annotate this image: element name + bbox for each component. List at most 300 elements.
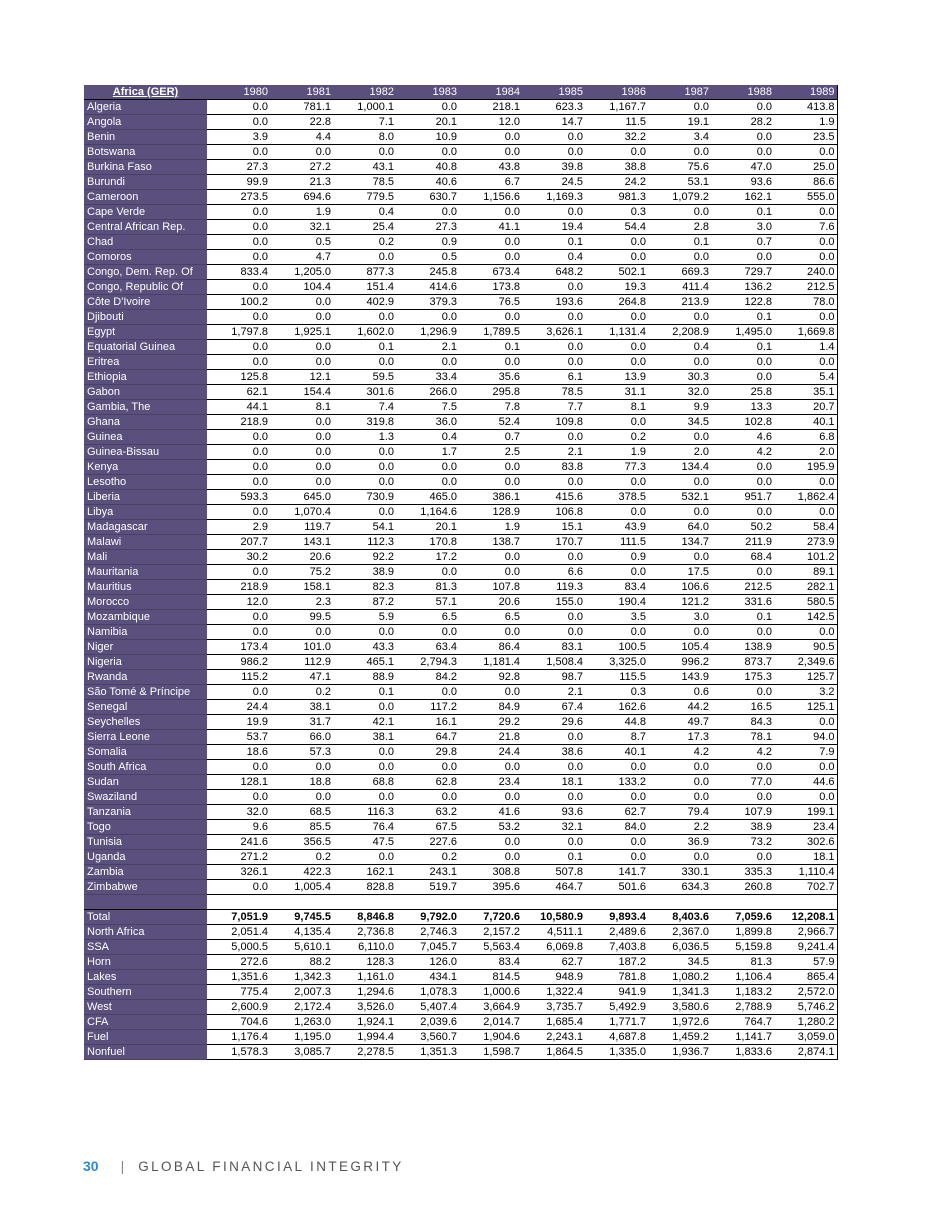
value-cell: 0.2 (270, 685, 333, 700)
value-cell: 986.2 (207, 655, 270, 670)
value-cell: 0.1 (711, 205, 774, 220)
value-cell: 0.5 (396, 250, 459, 265)
value-cell: 0.0 (207, 475, 270, 490)
value-cell: 0.0 (207, 625, 270, 640)
value-cell: 5.9 (333, 610, 396, 625)
country-row (84, 550, 837, 565)
value-cell: 106.6 (648, 580, 711, 595)
value-cell: 34.5 (648, 955, 711, 970)
value-cell: 40.1 (585, 745, 648, 760)
value-cell: 0.0 (270, 430, 333, 445)
value-cell: 18.1 (522, 775, 585, 790)
value-cell: 273.5 (207, 190, 270, 205)
value-cell: 0.0 (270, 415, 333, 430)
empty-cell (396, 895, 459, 910)
country-name: Congo, Dem. Rep. Of (84, 265, 207, 280)
value-cell: 331.6 (711, 595, 774, 610)
country-name: Nigeria (84, 655, 207, 670)
empty-cell (711, 895, 774, 910)
value-cell: 1,106.4 (711, 970, 774, 985)
country-row (84, 805, 837, 820)
value-cell: 25.4 (333, 220, 396, 235)
value-cell: 395.6 (459, 880, 522, 895)
value-cell: 764.7 (711, 1015, 774, 1030)
value-cell: 0.0 (585, 235, 648, 250)
value-cell: 0.0 (333, 355, 396, 370)
value-cell: 8,846.8 (333, 910, 396, 925)
value-cell: 136.2 (711, 280, 774, 295)
value-cell: 3,526.0 (333, 1000, 396, 1015)
value-cell: 673.4 (459, 265, 522, 280)
value-cell: 1,771.7 (585, 1015, 648, 1030)
value-cell: 162.6 (585, 700, 648, 715)
country-name: Lesotho (84, 475, 207, 490)
value-cell: 173.8 (459, 280, 522, 295)
value-cell: 0.0 (459, 685, 522, 700)
value-cell: 414.6 (396, 280, 459, 295)
value-cell: 1,495.0 (711, 325, 774, 340)
value-cell: 5,159.8 (711, 940, 774, 955)
value-cell: 13.9 (585, 370, 648, 385)
value-cell: 195.9 (774, 460, 837, 475)
value-cell: 76.5 (459, 295, 522, 310)
value-cell: 18.8 (270, 775, 333, 790)
country-row (84, 595, 837, 610)
value-cell: 218.1 (459, 100, 522, 115)
value-cell: 3,325.0 (585, 655, 648, 670)
value-cell: 9,745.5 (270, 910, 333, 925)
value-cell: 0.4 (396, 430, 459, 445)
value-cell: 34.5 (648, 415, 711, 430)
value-cell: 62.8 (396, 775, 459, 790)
country-row (84, 745, 837, 760)
country-name: Mali (84, 550, 207, 565)
value-cell: 141.7 (585, 865, 648, 880)
country-row (84, 475, 837, 490)
value-cell: 77.0 (711, 775, 774, 790)
value-cell: 30.2 (207, 550, 270, 565)
value-cell: 128.3 (333, 955, 396, 970)
value-cell: 68.5 (270, 805, 333, 820)
country-name: Madagascar (84, 520, 207, 535)
value-cell: 0.0 (774, 505, 837, 520)
value-cell: 0.0 (648, 430, 711, 445)
value-cell: 0.0 (270, 460, 333, 475)
value-cell: 0.0 (522, 130, 585, 145)
value-cell: 0.0 (774, 205, 837, 220)
value-cell: 119.3 (522, 580, 585, 595)
value-cell: 38.1 (333, 730, 396, 745)
value-cell: 1,263.0 (270, 1015, 333, 1030)
value-cell: 9,241.4 (774, 940, 837, 955)
value-cell: 422.3 (270, 865, 333, 880)
value-cell: 6.8 (774, 430, 837, 445)
value-cell: 79.4 (648, 805, 711, 820)
country-name: Burundi (84, 175, 207, 190)
value-cell: 1,994.4 (333, 1030, 396, 1045)
value-cell: 0.7 (711, 235, 774, 250)
value-cell: 17.5 (648, 565, 711, 580)
value-cell: 2.1 (396, 340, 459, 355)
country-row (84, 265, 837, 280)
value-cell: 0.0 (774, 475, 837, 490)
value-cell: 465.1 (333, 655, 396, 670)
value-cell: 38.6 (522, 745, 585, 760)
value-cell: 0.1 (333, 685, 396, 700)
value-cell: 125.8 (207, 370, 270, 385)
value-cell: 44.6 (774, 775, 837, 790)
value-cell: 1,167.7 (585, 100, 648, 115)
country-name: Mauritania (84, 565, 207, 580)
value-cell: 2,572.0 (774, 985, 837, 1000)
value-cell: 2,367.0 (648, 925, 711, 940)
value-cell: 59.5 (333, 370, 396, 385)
value-cell: 0.1 (333, 340, 396, 355)
value-cell: 1,351.6 (207, 970, 270, 985)
value-cell: 941.9 (585, 985, 648, 1000)
value-cell: 18.6 (207, 745, 270, 760)
value-cell: 1,183.2 (711, 985, 774, 1000)
value-cell: 0.0 (522, 310, 585, 325)
value-cell: 0.0 (648, 145, 711, 160)
value-cell: 3,580.6 (648, 1000, 711, 1015)
value-cell: 101.0 (270, 640, 333, 655)
value-cell: 1,936.7 (648, 1045, 711, 1060)
value-cell: 78.5 (522, 385, 585, 400)
value-cell: 0.0 (774, 250, 837, 265)
value-cell: 1,296.9 (396, 325, 459, 340)
value-cell: 0.0 (207, 445, 270, 460)
country-row (84, 340, 837, 355)
value-cell: 1,864.5 (522, 1045, 585, 1060)
value-cell: 142.5 (774, 610, 837, 625)
country-name: Seychelles (84, 715, 207, 730)
value-cell: 134.4 (648, 460, 711, 475)
value-cell: 0.3 (585, 685, 648, 700)
country-name: Egypt (84, 325, 207, 340)
country-row (84, 640, 837, 655)
value-cell: 0.0 (270, 625, 333, 640)
value-cell: 0.9 (396, 235, 459, 250)
organization-name: GLOBAL FINANCIAL INTEGRITY (138, 1158, 404, 1174)
year-header: 1985 (522, 85, 585, 100)
value-cell: 40.1 (774, 415, 837, 430)
value-cell: 2,966.7 (774, 925, 837, 940)
value-cell: 0.1 (459, 340, 522, 355)
country-row (84, 505, 837, 520)
value-cell: 83.4 (585, 580, 648, 595)
value-cell: 0.0 (333, 625, 396, 640)
value-cell: 8.0 (333, 130, 396, 145)
country-name: Kenya (84, 460, 207, 475)
value-cell: 4.6 (711, 430, 774, 445)
value-cell: 0.0 (774, 310, 837, 325)
value-cell: 207.7 (207, 535, 270, 550)
value-cell: 66.0 (270, 730, 333, 745)
year-header: 1984 (459, 85, 522, 100)
value-cell: 0.4 (648, 340, 711, 355)
value-cell: 0.0 (522, 790, 585, 805)
value-cell: 0.0 (711, 370, 774, 385)
value-cell: 319.8 (333, 415, 396, 430)
footer-separator: | (120, 1158, 125, 1174)
value-cell: 99.9 (207, 175, 270, 190)
value-cell: 32.1 (270, 220, 333, 235)
country-name: Tunisia (84, 835, 207, 850)
value-cell: 779.5 (333, 190, 396, 205)
value-cell: 1,000.1 (333, 100, 396, 115)
value-cell: 0.0 (648, 850, 711, 865)
value-cell: 0.0 (522, 835, 585, 850)
value-cell: 0.0 (333, 145, 396, 160)
country-row (84, 310, 837, 325)
value-cell: 2,243.1 (522, 1030, 585, 1045)
value-cell: 4,511.1 (522, 925, 585, 940)
value-cell: 0.0 (207, 220, 270, 235)
value-cell: 330.1 (648, 865, 711, 880)
country-row (84, 190, 837, 205)
value-cell: 126.0 (396, 955, 459, 970)
value-cell: 109.8 (522, 415, 585, 430)
value-cell: 0.7 (459, 430, 522, 445)
value-cell: 1.9 (459, 520, 522, 535)
value-cell: 7,720.6 (459, 910, 522, 925)
value-cell: 84.3 (711, 715, 774, 730)
value-cell: 143.1 (270, 535, 333, 550)
value-cell: 19.4 (522, 220, 585, 235)
year-header: 1987 (648, 85, 711, 100)
summary-row (84, 955, 837, 970)
value-cell: 33.4 (396, 370, 459, 385)
country-row (84, 760, 837, 775)
value-cell: 464.7 (522, 880, 585, 895)
value-cell: 0.0 (270, 475, 333, 490)
country-name: Senegal (84, 700, 207, 715)
ger-data-table (84, 85, 838, 1060)
value-cell: 593.3 (207, 490, 270, 505)
country-row (84, 850, 837, 865)
value-cell: 0.0 (522, 355, 585, 370)
value-cell: 981.3 (585, 190, 648, 205)
value-cell: 0.1 (648, 235, 711, 250)
value-cell: 411.4 (648, 280, 711, 295)
value-cell: 0.0 (648, 550, 711, 565)
value-cell: 0.0 (648, 205, 711, 220)
value-cell: 18.1 (774, 850, 837, 865)
value-cell: 35.6 (459, 370, 522, 385)
value-cell: 555.0 (774, 190, 837, 205)
value-cell: 2.3 (270, 595, 333, 610)
value-cell: 2.2 (648, 820, 711, 835)
header-row (84, 85, 837, 100)
value-cell: 1,176.4 (207, 1030, 270, 1045)
value-cell: 704.6 (207, 1015, 270, 1030)
value-cell: 0.9 (585, 550, 648, 565)
value-cell: 32.1 (522, 820, 585, 835)
value-cell: 78.1 (711, 730, 774, 745)
value-cell: 20.1 (396, 520, 459, 535)
country-row (84, 565, 837, 580)
country-row (84, 175, 837, 190)
year-header: 1989 (774, 85, 837, 100)
value-cell: 43.3 (333, 640, 396, 655)
value-cell: 0.0 (396, 685, 459, 700)
value-cell: 302.6 (774, 835, 837, 850)
value-cell: 2.8 (648, 220, 711, 235)
value-cell: 6.1 (522, 370, 585, 385)
value-cell: 213.9 (648, 295, 711, 310)
country-row (84, 355, 837, 370)
summary-label: Lakes (84, 970, 207, 985)
value-cell: 1,079.2 (648, 190, 711, 205)
value-cell: 0.1 (711, 340, 774, 355)
value-cell: 38.1 (270, 700, 333, 715)
value-cell: 326.1 (207, 865, 270, 880)
value-cell: 14.7 (522, 115, 585, 130)
value-cell: 0.0 (522, 430, 585, 445)
value-cell: 0.0 (333, 790, 396, 805)
value-cell: 0.0 (522, 145, 585, 160)
country-name: Niger (84, 640, 207, 655)
value-cell: 0.0 (459, 790, 522, 805)
value-cell: 53.2 (459, 820, 522, 835)
country-name: Gambia, The (84, 400, 207, 415)
value-cell: 0.0 (207, 880, 270, 895)
value-cell: 1,669.8 (774, 325, 837, 340)
value-cell: 0.0 (459, 355, 522, 370)
value-cell: 0.0 (207, 790, 270, 805)
country-row (84, 655, 837, 670)
value-cell: 0.1 (711, 610, 774, 625)
value-cell: 1,169.3 (522, 190, 585, 205)
value-cell: 11.5 (585, 115, 648, 130)
value-cell: 1,156.6 (459, 190, 522, 205)
value-cell: 0.0 (459, 835, 522, 850)
value-cell: 54.4 (585, 220, 648, 235)
value-cell: 40.6 (396, 175, 459, 190)
value-cell: 532.1 (648, 490, 711, 505)
value-cell: 273.9 (774, 535, 837, 550)
value-cell: 6.6 (522, 565, 585, 580)
value-cell: 1,924.1 (333, 1015, 396, 1030)
empty-cell (333, 895, 396, 910)
value-cell: 158.1 (270, 580, 333, 595)
value-cell: 35.1 (774, 385, 837, 400)
value-cell: 90.5 (774, 640, 837, 655)
value-cell: 0.0 (585, 850, 648, 865)
value-cell: 20.6 (270, 550, 333, 565)
country-name: Mozambique (84, 610, 207, 625)
value-cell: 2,489.6 (585, 925, 648, 940)
value-cell: 92.2 (333, 550, 396, 565)
value-cell: 3,059.0 (774, 1030, 837, 1045)
value-cell: 0.0 (270, 445, 333, 460)
value-cell: 32.2 (585, 130, 648, 145)
value-cell: 6,069.8 (522, 940, 585, 955)
country-name: Angola (84, 115, 207, 130)
value-cell: 243.1 (396, 865, 459, 880)
separator-row (84, 895, 837, 910)
value-cell: 694.6 (270, 190, 333, 205)
value-cell: 27.3 (396, 220, 459, 235)
value-cell: 105.4 (648, 640, 711, 655)
value-cell: 0.0 (270, 145, 333, 160)
value-cell: 5,492.9 (585, 1000, 648, 1015)
country-row (84, 520, 837, 535)
value-cell: 12.0 (459, 115, 522, 130)
value-cell: 0.0 (774, 235, 837, 250)
page-number: 30 (83, 1158, 99, 1174)
value-cell: 227.6 (396, 835, 459, 850)
value-cell: 3,560.7 (396, 1030, 459, 1045)
value-cell: 53.1 (648, 175, 711, 190)
country-name: Algeria (84, 100, 207, 115)
value-cell: 7,045.7 (396, 940, 459, 955)
value-cell: 38.8 (585, 160, 648, 175)
value-cell: 6.5 (459, 610, 522, 625)
value-cell: 81.3 (396, 580, 459, 595)
value-cell: 187.2 (585, 955, 648, 970)
value-cell: 1,833.6 (711, 1045, 774, 1060)
country-name: Benin (84, 130, 207, 145)
value-cell: 41.6 (459, 805, 522, 820)
value-cell: 43.9 (585, 520, 648, 535)
value-cell: 0.0 (585, 355, 648, 370)
country-name: Uganda (84, 850, 207, 865)
value-cell: 0.0 (333, 505, 396, 520)
value-cell: 190.4 (585, 595, 648, 610)
value-cell: 0.0 (459, 130, 522, 145)
value-cell: 0.0 (333, 850, 396, 865)
value-cell: 7,051.9 (207, 910, 270, 925)
value-cell: 0.0 (585, 310, 648, 325)
country-name: Eritrea (84, 355, 207, 370)
value-cell: 4.2 (648, 745, 711, 760)
country-name: Somalia (84, 745, 207, 760)
value-cell: 0.1 (711, 310, 774, 325)
value-cell: 0.0 (207, 340, 270, 355)
value-cell: 1.7 (396, 445, 459, 460)
separator-label-cell (84, 895, 207, 910)
summary-row (84, 1000, 837, 1015)
country-row (84, 205, 837, 220)
value-cell: 25.8 (711, 385, 774, 400)
value-cell: 1.4 (774, 340, 837, 355)
value-cell: 0.0 (522, 550, 585, 565)
value-cell: 0.2 (396, 850, 459, 865)
country-row (84, 625, 837, 640)
value-cell: 7.7 (522, 400, 585, 415)
value-cell: 100.5 (585, 640, 648, 655)
summary-row (84, 910, 837, 925)
value-cell: 8.7 (585, 730, 648, 745)
value-cell: 1,005.4 (270, 880, 333, 895)
value-cell: 0.0 (711, 460, 774, 475)
country-name: Congo, Republic Of (84, 280, 207, 295)
value-cell: 0.0 (396, 145, 459, 160)
country-row (84, 370, 837, 385)
country-name: Equatorial Guinea (84, 340, 207, 355)
value-cell: 1,341.3 (648, 985, 711, 1000)
value-cell: 1,070.4 (270, 505, 333, 520)
value-cell: 3,085.7 (270, 1045, 333, 1060)
value-cell: 23.4 (459, 775, 522, 790)
value-cell: 580.5 (774, 595, 837, 610)
table-body (84, 100, 837, 1060)
value-cell: 0.0 (648, 505, 711, 520)
value-cell: 1,459.2 (648, 1030, 711, 1045)
value-cell: 0.0 (396, 760, 459, 775)
